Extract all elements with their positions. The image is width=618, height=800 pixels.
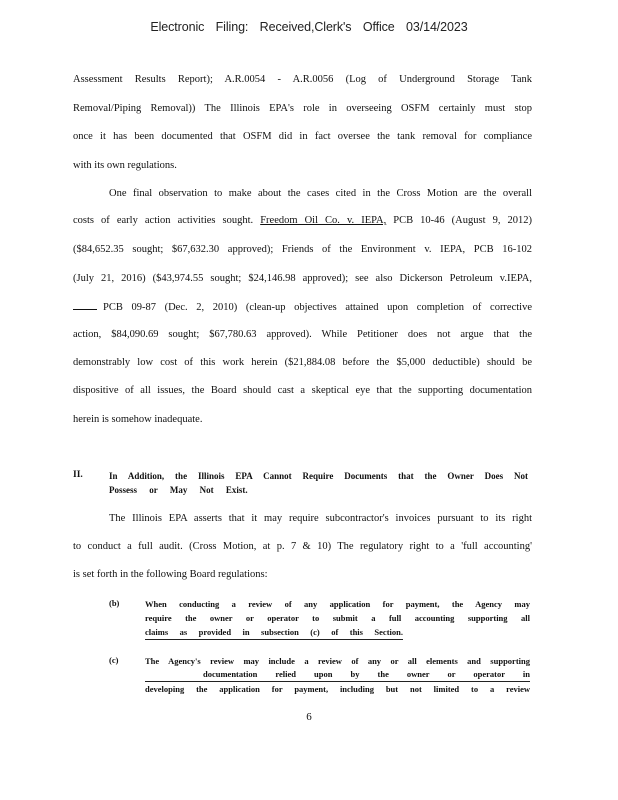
body-line: The Illinois EPA asserts that it may require subcontractor's invoices pursuant to its right: [109, 513, 532, 524]
blank-underline: [73, 300, 97, 310]
subsection-label: (c): [109, 655, 119, 665]
quote-line: claims as provided in subsection (c) of this Section.: [145, 626, 403, 640]
body-text: PCB 10-46 (August 9, 2012): [393, 215, 532, 226]
body-line: dispositive of all issues, the Board should cast a skeptical eye that the supporting documentation: [73, 385, 532, 396]
regulation-quote-c: [145, 654, 530, 696]
quote-line: The Agency's review may include a review of any or all elements and supporting: [145, 656, 530, 666]
case-citation: Freedom Oil Co. v. IEPA,: [260, 215, 387, 226]
body-line: herein is somehow inadequate.: [73, 414, 203, 425]
quote-line: require the owner or operator to submit a full accounting supporting all: [145, 613, 530, 623]
body-line: [73, 214, 532, 227]
body-line: to conduct a full audit. (Cross Motion, at p. 7 & 10) The regulatory right to a 'full accounting': [73, 541, 532, 552]
body-line: [73, 300, 532, 314]
body-line: Assessment Results Report); A.R.0054 - A.R.0056 (Log of Underground Storage Tank: [73, 74, 532, 85]
body-line: action, $84,090.69 sought; $67,780.63 approved). While Petitioner does not argue that the: [73, 329, 532, 340]
section-number: II.: [73, 470, 83, 480]
body-line: ($84,652.35 sought; $67,632.30 approved); Friends of the Environment v. IEPA, PCB 16-102: [73, 244, 532, 255]
section-heading: [109, 469, 528, 497]
section-title-line: Possess or May Not Exist.: [109, 485, 248, 495]
body-line: One final observation to make about the cases cited in the Cross Motion are the overall: [109, 188, 532, 199]
section-title-line: In Addition, the Illinois EPA Cannot Require Documents that the Owner Does Not: [109, 471, 528, 481]
quote-line: When conducting a review of any application for payment, the Agency may: [145, 599, 530, 609]
body-line: is set forth in the following Board regulations:: [73, 569, 268, 580]
quote-line: documentation relied upon by the owner or operator in: [145, 668, 530, 682]
filing-header: Electronic Filing: Received,Clerk's Office 03/14/2023: [150, 20, 468, 34]
page-number: 6: [306, 711, 312, 723]
body-line: once it has been documented that OSFM did in fact oversee the tank removal for compliance: [73, 131, 532, 142]
body-text: PCB 09-87 (Dec. 2, 2010) (clean-up objectives attained upon completion of corrective: [103, 302, 532, 313]
body-line: demonstrably low cost of this work herein ($21,884.08 before the $5,000 deductible) should be: [73, 357, 532, 368]
body-text: costs of early action activities sought.: [73, 215, 254, 226]
subsection-label: (b): [109, 598, 120, 608]
body-line: with its own regulations.: [73, 160, 177, 171]
quote-line: developing the application for payment, including but not limited to a review: [145, 684, 530, 694]
body-line: Removal/Piping Removal)) The Illinois EPA's role in overseeing OSFM certainly must stop: [73, 103, 532, 114]
body-line: (July 21, 2016) ($43,974.55 sought; $24,146.98 approved); see also Dickerson Petroleum v.IEPA,: [73, 273, 532, 284]
regulation-quote-b: [145, 597, 530, 640]
